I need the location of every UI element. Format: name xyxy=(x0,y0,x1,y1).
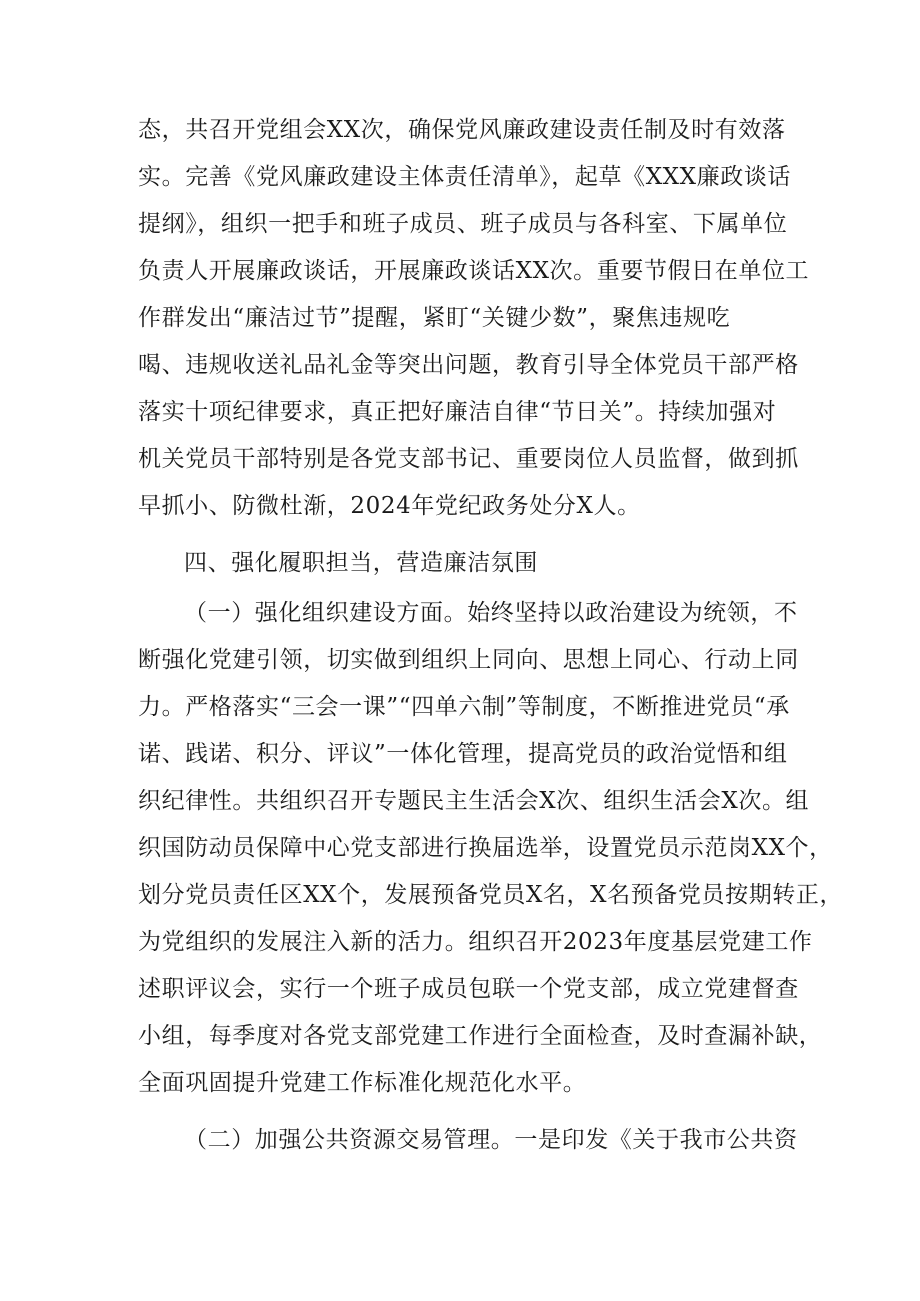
body-text-line: 实。完善《党风廉政建设主体责任清单》，起草《XXX廉政谈话 xyxy=(138,164,792,190)
body-text-line: 提纲》，组织一把手和班子成员、班子成员与各科室、下属单位 xyxy=(138,211,788,237)
body-text-line: 全面巩固提升党建工作标准化规范化水平。 xyxy=(138,1070,587,1096)
body-text-line: 力。严格落实“三会一课”“四单六制”等制度，不断推进党员“承 xyxy=(138,694,790,720)
body-text-line: 述职评议会，实行一个班子成员包联一个党支部，成立党建督查 xyxy=(138,976,799,1002)
body-text-line: 划分党员责任区XX个，发展预备党员X名，X名预备党员按期转正， xyxy=(138,882,844,908)
body-text-line: 负责人开展廉政谈话，开展廉政谈话XX次。重要节假日在单位工 xyxy=(138,258,810,284)
body-text-line: 落实十项纪律要求，真正把好廉洁自律“节日关”。持续加强对 xyxy=(138,399,777,425)
body-text-line: 小组，每季度对各党支部党建工作进行全面检查，及时查漏补缺， xyxy=(138,1023,823,1049)
body-text-line: 机关党员干部特别是各党支部书记、重要岗位人员监督，做到抓 xyxy=(138,446,799,472)
paragraph-first-line: （一）强化组织建设方面。始终坚持以政治建设为统领，不 xyxy=(184,600,798,626)
section-heading: 四、强化履职担当，营造廉洁氛围 xyxy=(184,550,538,576)
body-text-line: 为党组织的发展注入新的活力。组织召开2023年度基层党建工作 xyxy=(138,929,813,955)
paragraph-first-line: （二）加强公共资源交易管理。一是印发《关于我市公共资 xyxy=(184,1127,798,1153)
body-text-line: 诺、践诺、积分、评议”一体化管理，提高党员的政治觉悟和组 xyxy=(138,741,788,767)
body-text-line: 断强化党建引领，切实做到组织上同向、思想上同心、行动上同 xyxy=(138,647,799,673)
body-text-line: 作群发出“廉洁过节”提醒，紧盯“关键少数”，聚焦违规吃 xyxy=(138,305,731,331)
body-text-line: 喝、违规收送礼品礼金等突出问题，教育引导全体党员干部严格 xyxy=(138,352,799,378)
body-text-line: 织纪律性。共组织召开专题民主生活会X次、组织生活会X次。组 xyxy=(138,788,810,814)
body-text-line: 态，共召开党组会XX次，确保党风廉政建设责任制及时有效落 xyxy=(138,117,786,143)
body-text-line: 早抓小、防微杜渐，2024年党纪政务处分X人。 xyxy=(138,493,641,519)
body-text-line: 织国防动员保障中心党支部进行换届选举，设置党员示范岗XX个， xyxy=(138,835,833,861)
